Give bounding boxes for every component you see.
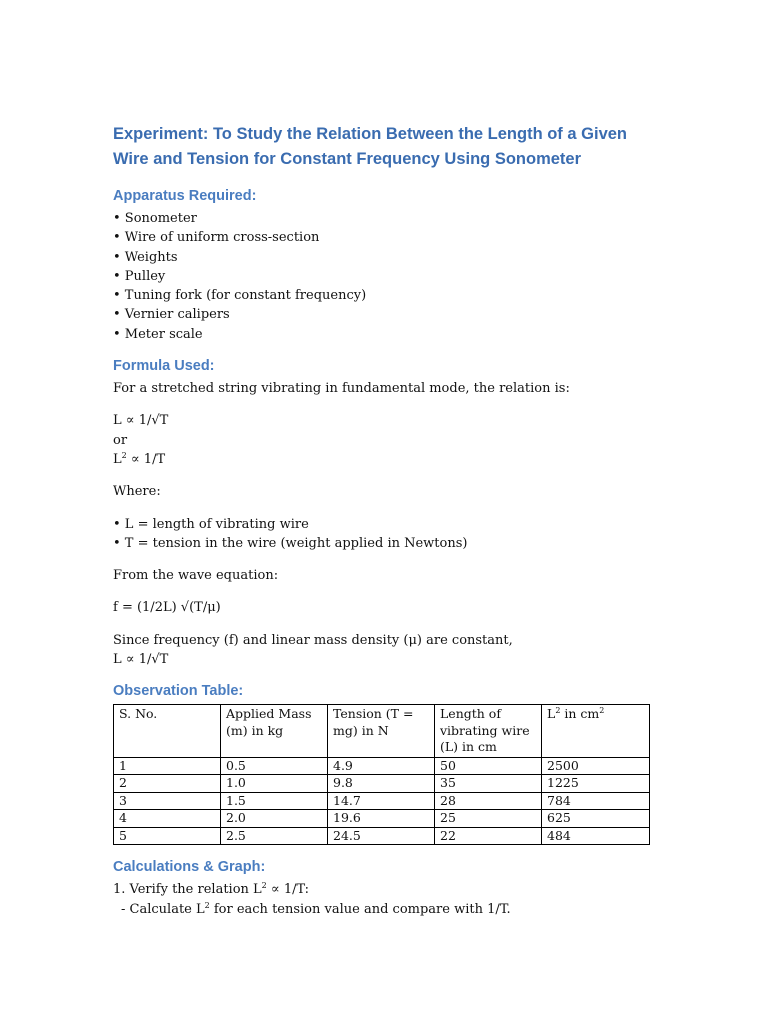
table-cell: 25 — [435, 810, 542, 828]
observation-heading: Observation Table: — [113, 683, 244, 700]
formula-or: or — [113, 432, 128, 448]
table-cell: 9.8 — [328, 775, 435, 793]
formula-line-2-base: L — [113, 451, 122, 467]
table-row — [114, 827, 650, 845]
table-row — [114, 792, 650, 810]
conclusion-text: L ∝ 1/√T — [113, 652, 169, 668]
list-item: • Sonometer — [113, 211, 197, 226]
calc-substep-text: - Calculate L — [121, 901, 205, 917]
list-item: • T = tension in the wire (weight applied in Newtons) — [113, 535, 468, 551]
superscript: 2 — [599, 706, 605, 716]
list-item: • Wire of uniform cross-section — [113, 230, 320, 246]
table-row — [114, 775, 650, 793]
table-cell: 2.5 — [221, 827, 328, 845]
column-header: S. No. — [114, 705, 221, 758]
table-header-row — [114, 705, 650, 758]
since-text: Since frequency (f) and linear mass density (μ) are constant, — [113, 632, 513, 648]
table-cell: 2500 — [542, 757, 650, 775]
column-header — [542, 705, 650, 758]
table-cell: 1225 — [542, 775, 650, 793]
table-row — [114, 757, 650, 775]
superscript: 2 — [555, 706, 561, 716]
table-cell: 4.9 — [328, 757, 435, 775]
table-cell: 2.0 — [221, 810, 328, 828]
formula-intro: For a stretched string vibrating in fundamental mode, the relation is: — [113, 381, 570, 397]
table-cell: 3 — [114, 792, 221, 810]
table-cell: 50 — [435, 757, 542, 775]
table-row — [114, 810, 650, 828]
formula-heading: Formula Used: — [113, 358, 215, 375]
calculation-step-1 — [113, 880, 653, 899]
column-header: Tension (T = mg) in N — [328, 705, 435, 758]
formula-line-2 — [113, 450, 653, 469]
formula-line-1: L ∝ 1/√T — [113, 413, 169, 429]
table-cell: 625 — [542, 810, 650, 828]
calculations-heading: Calculations & Graph: — [113, 859, 266, 876]
column-header: Applied Mass (m) in kg — [221, 705, 328, 758]
superscript: 2 — [204, 900, 210, 910]
column-header: Length of vibrating wire (L) in cm — [435, 705, 542, 758]
table-cell: 5 — [114, 827, 221, 845]
where-label: Where: — [113, 484, 161, 500]
table-cell: 22 — [435, 827, 542, 845]
table-cell: 28 — [435, 792, 542, 810]
list-item: • Tuning fork (for constant frequency) — [113, 288, 367, 304]
superscript: 2 — [121, 450, 127, 460]
table-cell: 35 — [435, 775, 542, 793]
calc-step-text-rest: ∝ 1/T: — [266, 882, 310, 898]
observation-table — [113, 704, 650, 845]
calc-step-text: 1. Verify the relation L — [113, 882, 262, 898]
table-cell: 1 — [114, 757, 221, 775]
list-item: • Meter scale — [113, 326, 203, 342]
superscript: 2 — [261, 881, 267, 891]
wave-intro: From the wave equation: — [113, 568, 279, 584]
list-item: • Pulley — [113, 268, 166, 284]
table-cell: 2 — [114, 775, 221, 793]
table-cell: 1.0 — [221, 775, 328, 793]
table-cell: 4 — [114, 810, 221, 828]
table-cell: 784 — [542, 792, 650, 810]
apparatus-heading: Apparatus Required: — [113, 188, 257, 204]
table-cell: 484 — [542, 827, 650, 845]
table-cell: 1.5 — [221, 792, 328, 810]
table-cell: 19.6 — [328, 810, 435, 828]
header-base: L — [547, 706, 556, 722]
calc-substep-text-rest: for each tension value and compare with 1/T. — [209, 901, 511, 917]
wave-equation: f = (1/2L) √(T/μ) — [113, 600, 221, 616]
where-list — [113, 515, 653, 554]
document-page — [113, 122, 653, 919]
calculation-substep — [113, 900, 653, 919]
list-item: • Weights — [113, 249, 178, 265]
list-item: • L = length of vibrating wire — [113, 516, 309, 532]
table-cell: 24.5 — [328, 827, 435, 845]
document-title: Experiment: To Study the Relation Between the Length of a Given Wire and Tension for Constant Frequency Using Sonometer — [113, 125, 627, 168]
apparatus-list — [113, 209, 653, 344]
formula-line-2-rest: ∝ 1/T — [126, 451, 166, 467]
list-item: • Vernier calipers — [113, 307, 230, 323]
header-unit: in cm — [560, 706, 600, 722]
table-cell: 14.7 — [328, 792, 435, 810]
table-cell: 0.5 — [221, 757, 328, 775]
